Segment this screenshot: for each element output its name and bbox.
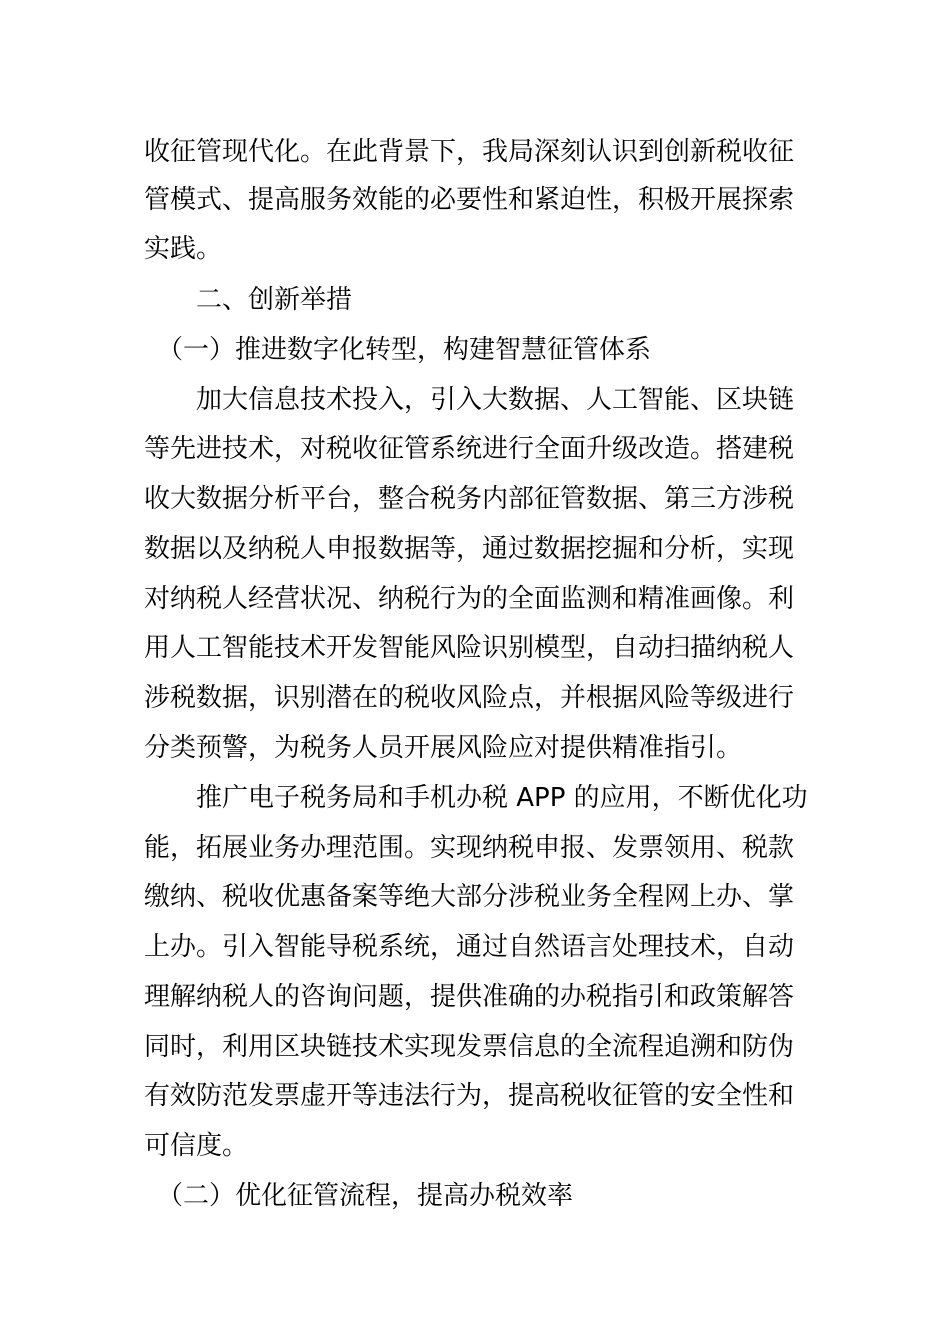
text-line: 上办。引入智能导税系统，通过自然语言处理技术，自动 [144, 932, 795, 962]
text-line: 收征管现代化。在此背景下，我局深刻认识到创新税收征 [144, 137, 795, 167]
subsection-heading: （一）推进数字化转型，构建智慧征管体系 [144, 335, 652, 365]
subsection-heading: （二）优化征管流程，提高办税效率 [144, 1181, 574, 1211]
text-line: 推广电子税务局和手机办税 APP 的应用，不断优化功 [144, 783, 808, 813]
text-line: 管模式、提高服务效能的必要性和紧迫性，积极开展探索 [144, 185, 795, 215]
text-line: 用人工智能技术开发智能风险识别模型，自动扫描纳税人 [144, 633, 795, 663]
section-heading: 二、创新举措 [144, 285, 353, 315]
text-line: 能，拓展业务办理范围。实现纳税申报、发票领用、税款 [144, 833, 795, 863]
text-line: 对纳税人经营状况、纳税行为的全面监测和精准画像。利 [144, 584, 795, 614]
text-line: 分类预警，为税务人员开展风险应对提供精准指引。 [144, 733, 743, 763]
text-line: 缴纳、税收优惠备案等绝大部分涉税业务全程网上办、掌 [144, 882, 795, 912]
text-line: 有效防范发票虚开等违法行为，提高税收征管的安全性和 [144, 1081, 795, 1111]
text-line: 数据以及纳税人申报数据等，通过数据挖掘和分析，实现 [144, 534, 795, 564]
text-line: 收大数据分析平台，整合税务内部征管数据、第三方涉税 [144, 484, 795, 514]
text-line: 可信度。 [144, 1131, 249, 1161]
text-line: 加大信息技术投入，引入大数据、人工智能、区块链 [144, 385, 795, 415]
text-line: 同时，利用区块链技术实现发票信息的全流程追溯和防伪 [144, 1032, 795, 1062]
text-line: 理解纳税人的咨询问题，提供准确的办税指引和政策解答 [144, 982, 795, 1012]
text-line: 等先进技术，对税收征管系统进行全面升级改造。搭建税 [144, 434, 795, 464]
text-line: 实践。 [144, 234, 223, 264]
text-line: 涉税数据，识别潜在的税收风险点，并根据风险等级进行 [144, 683, 795, 713]
